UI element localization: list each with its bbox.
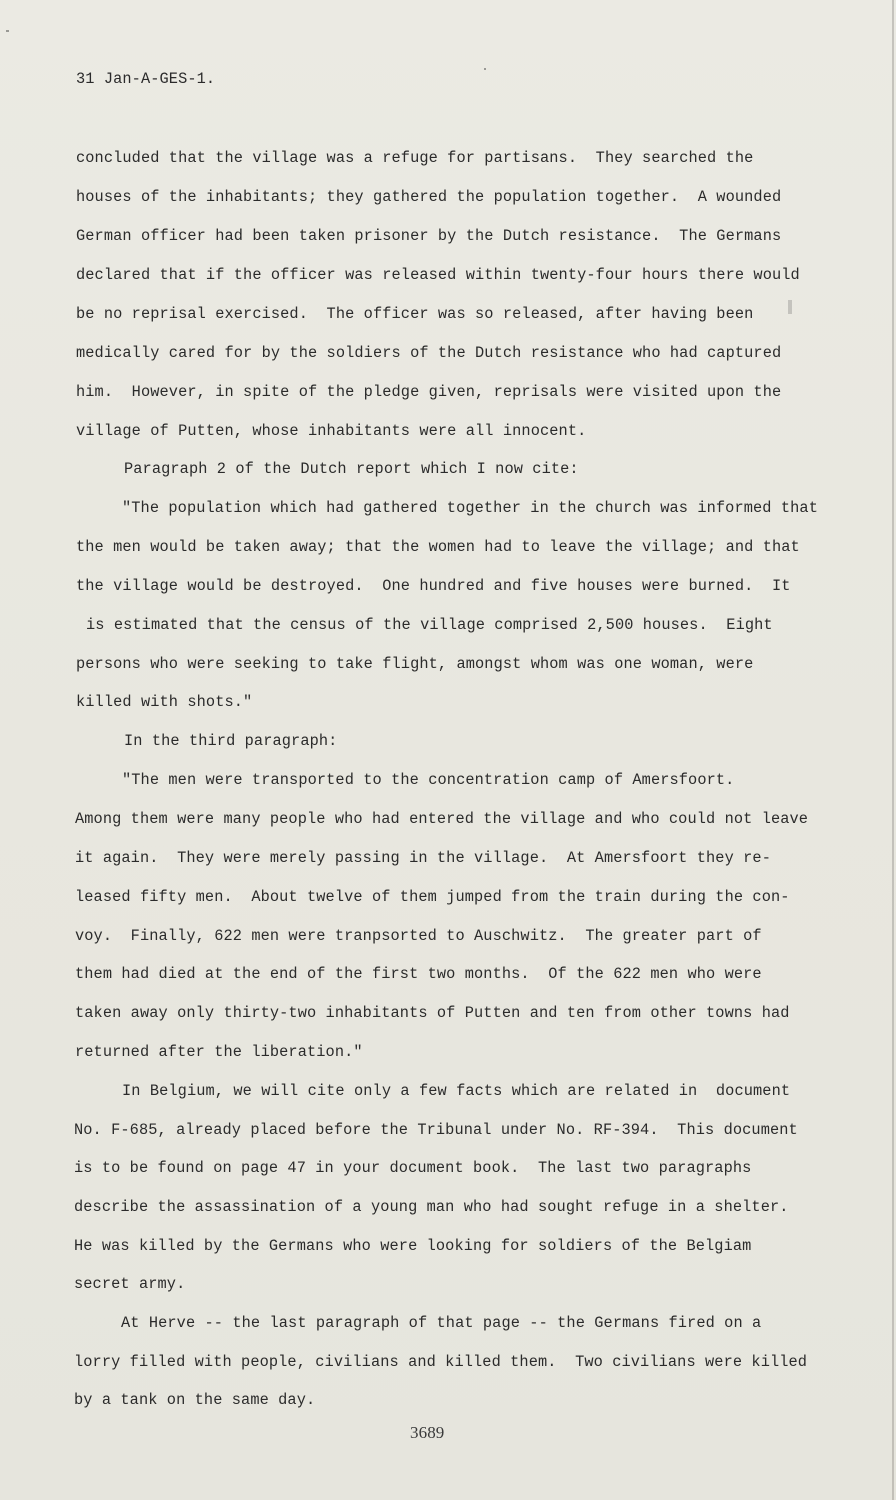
page-edge-shadow [892,0,894,1500]
text-line: the village would be destroyed. One hundred and five houses were burned. It [76,577,791,595]
text-line: secret army. [74,1275,186,1293]
text-line: taken away only thirty-two inhabitants of Putten and ten from other towns had [75,1004,790,1022]
text-line: village of Putten, whose inhabitants were all innocent. [76,422,587,440]
text-line: No. F-685, already placed before the Tribunal under No. RF-394. This document [74,1121,798,1139]
text-line: "The men were transported to the concentration camp of Amersfoort. [122,771,735,789]
text-line: is to be found on page 47 in your document book. The last two paragraphs [74,1159,752,1177]
text-line: "The population which had gathered together in the church was informed that [122,499,818,517]
text-line: He was killed by the Germans who were looking for soldiers of the Belgiam [74,1237,752,1255]
scan-speck [484,68,486,70]
text-line: it again. They were merely passing in the village. At Amersfoort they re- [75,849,771,867]
text-line: the men would be taken away; that the women had to leave the village; and that [76,538,800,556]
document-header: 31 Jan-A-GES-1. [76,70,216,88]
text-line: declared that if the officer was released within twenty-four hours there would [76,266,800,284]
text-line: houses of the inhabitants; they gathered the population together. A wounded [76,188,782,206]
text-line: be no reprisal exercised. The officer was so released, after having been [76,305,754,323]
text-line: At Herve -- the last paragraph of that page -- the Germans fired on a [121,1314,762,1332]
text-line: leased fifty men. About twelve of them jumped from the train during the con- [75,888,790,906]
text-line: In Belgium, we will cite only a few facts which are related in document [122,1082,791,1100]
text-line: returned after the liberation." [75,1043,363,1061]
text-line: him. However, in spite of the pledge given, reprisals were visited upon the [76,383,782,401]
text-line: them had died at the end of the first two months. Of the 622 men who were [75,965,762,983]
text-line: medically cared for by the soldiers of the Dutch resistance who had captured [76,344,782,362]
text-line: In the third paragraph: [124,732,338,750]
text-line: German officer had been taken prisoner by the Dutch resistance. The Germans [76,227,782,245]
text-line: Among them were many people who had entered the village and who could not leave [75,810,809,828]
text-line: lorry filled with people, civilians and killed them. Two civilians were killed [74,1353,808,1371]
text-line: concluded that the village was a refuge for partisans. They searched the [76,149,754,167]
scan-speck [6,30,9,32]
text-line: voy. Finally, 622 men were tranpsorted to Auschwitz. The greater part of [75,927,762,945]
scan-smudge [788,300,792,314]
text-line: by a tank on the same day. [74,1391,316,1409]
text-line: Paragraph 2 of the Dutch report which I now cite: [124,460,579,478]
text-line: killed with shots." [76,693,253,711]
text-line: is estimated that the census of the village comprised 2,500 houses. Eight [86,616,773,634]
text-line: persons who were seeking to take flight, amongst whom was one woman, were [76,655,754,673]
page-number: 3689 [410,1423,445,1442]
text-line: describe the assassination of a young man who had sought refuge in a shelter. [74,1198,789,1216]
